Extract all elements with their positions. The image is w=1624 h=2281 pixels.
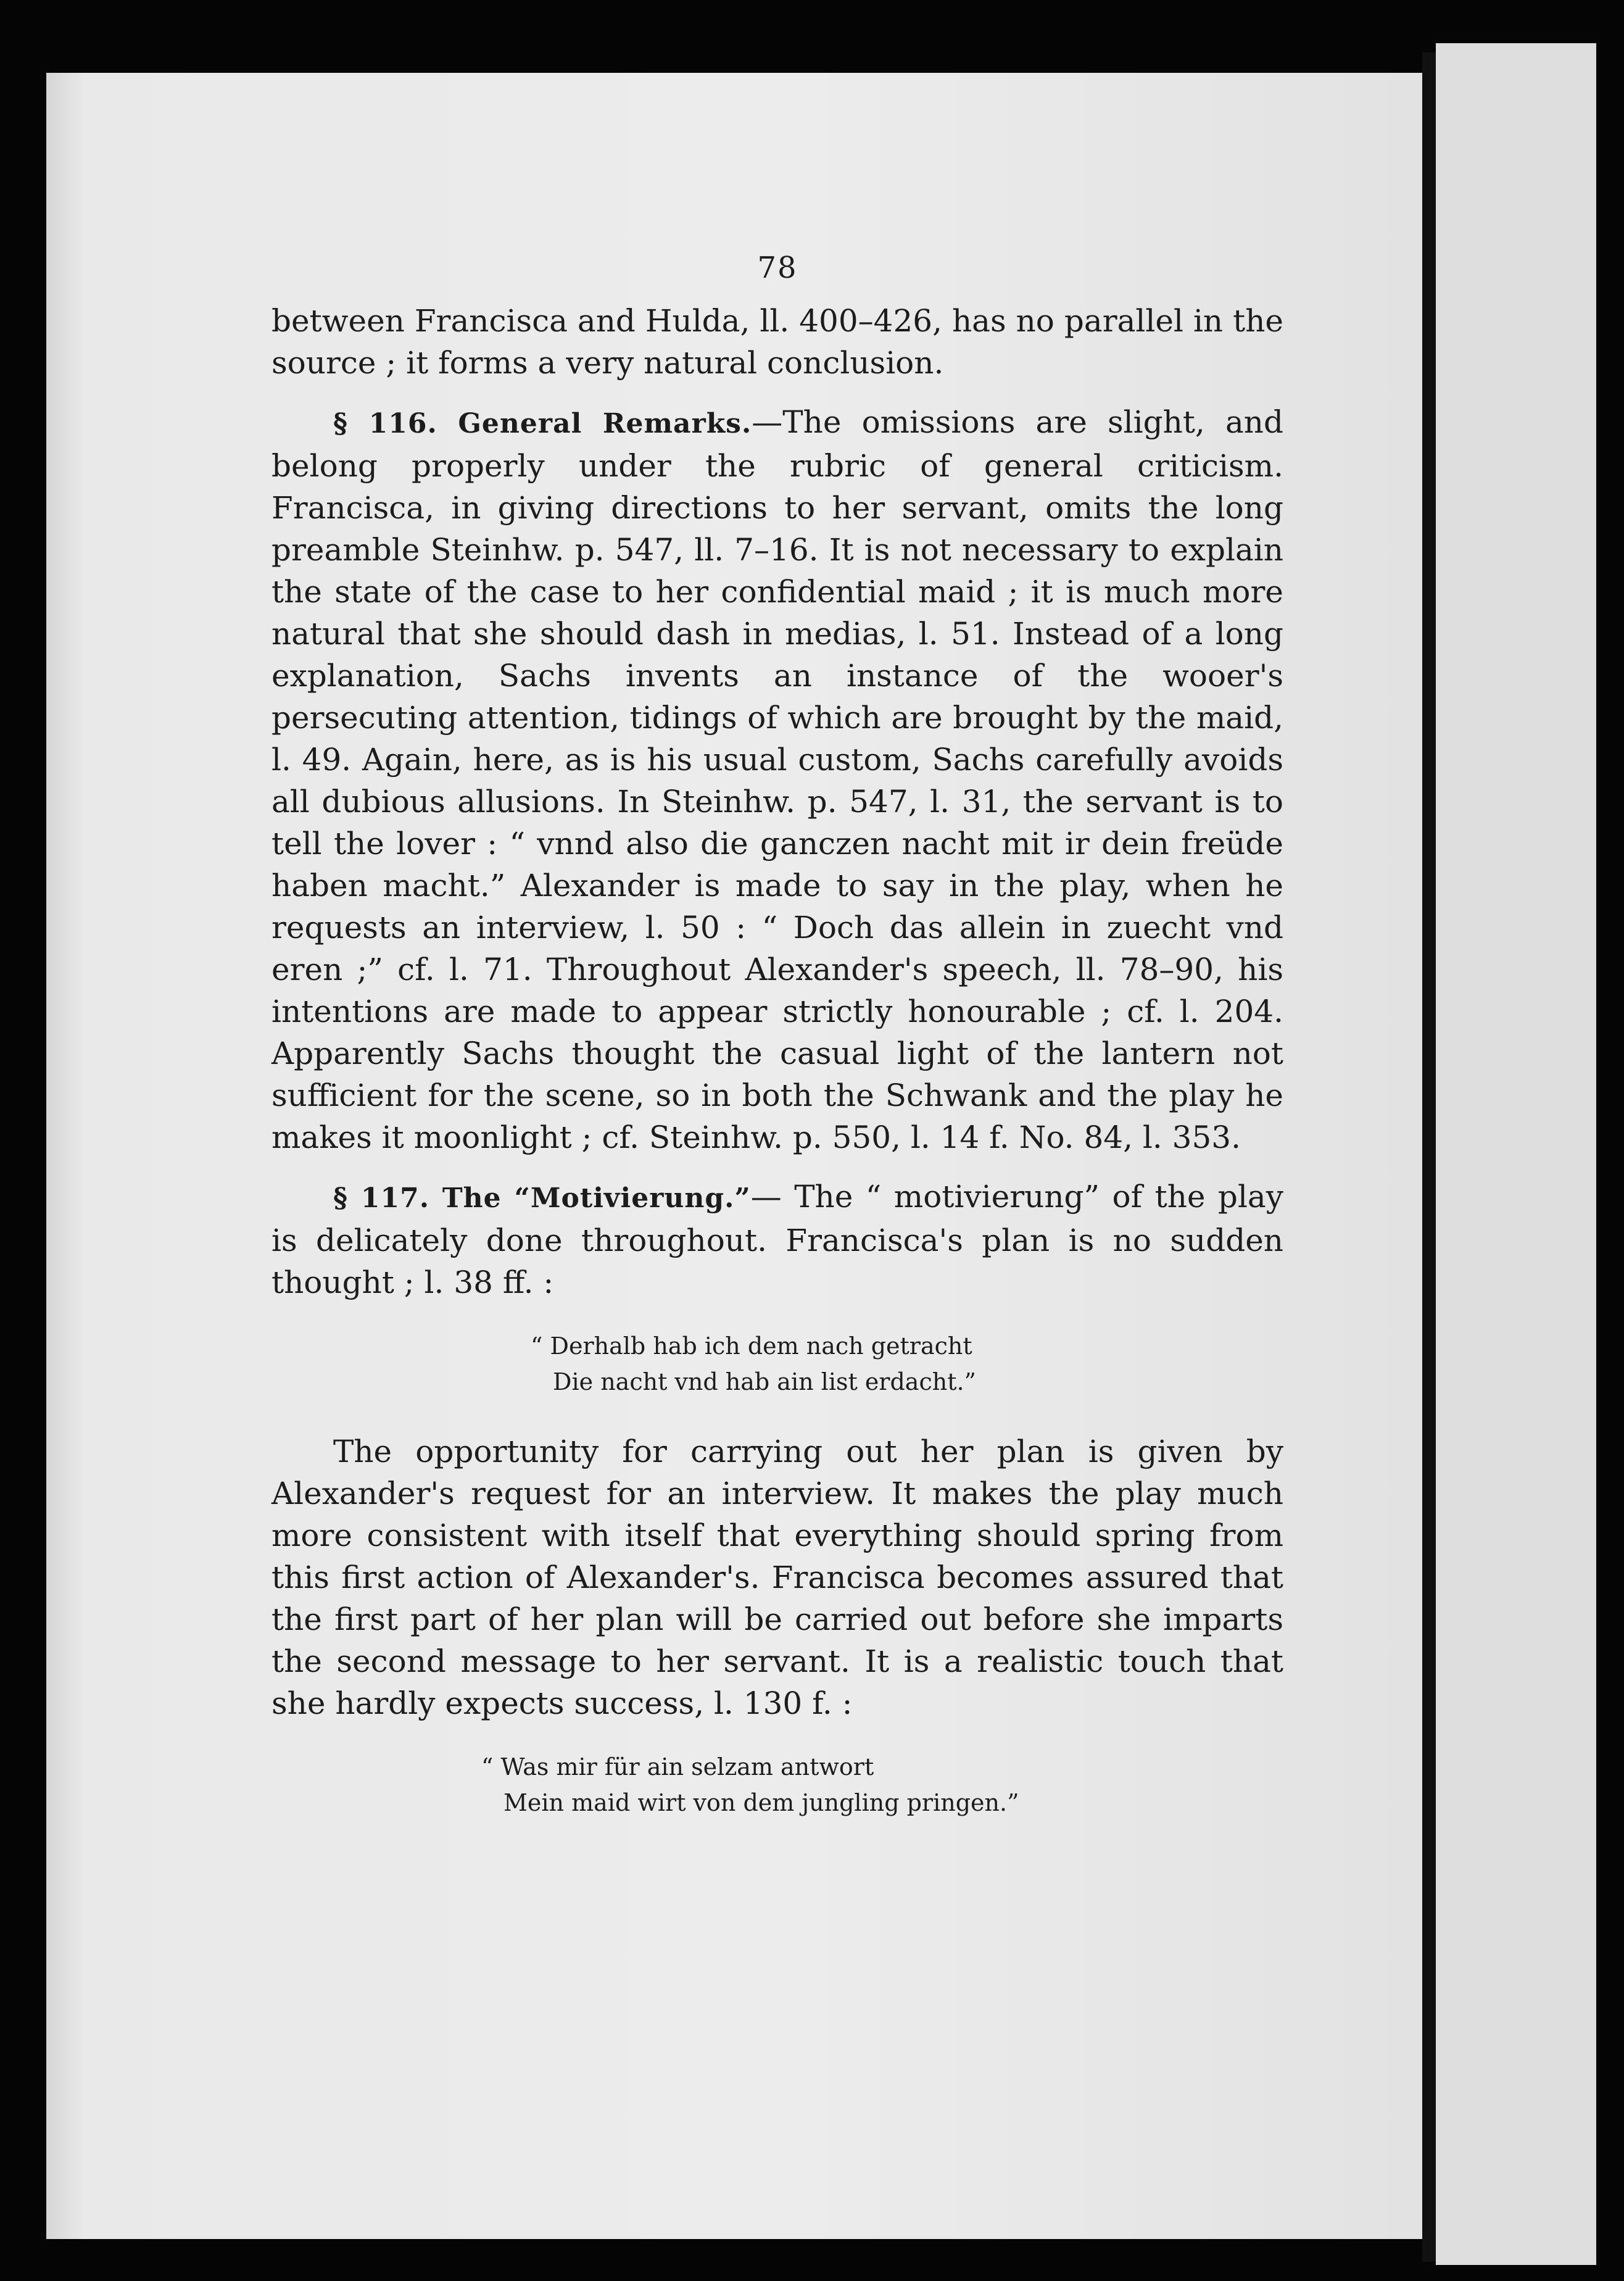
section-117-body: — The “ motivierung” of the play is delicately done throughout. Francisca's plan is no sudden thought ; l. 38 ff. :	[271, 1179, 1283, 1300]
binding-gutter	[1422, 52, 1436, 2262]
next-page-edge	[1436, 43, 1596, 2265]
verse-quote-2	[481, 1749, 1283, 1821]
verse-quote-1	[531, 1328, 1283, 1400]
section-116	[271, 401, 1283, 1158]
paragraph-opportunity: The opportunity for carrying out her plan is given by Alexander's request for an interview. It makes the play much more consistent with itself that everything should spring from this first action of Alexander's. Francisca becomes assured that the first part of her plan will be carried out before she imparts the second message to her servant. It is a realistic touch that she hardly expects success, l. 130 f. :	[271, 1434, 1283, 1721]
scan-border	[1596, 0, 1624, 2281]
quote-2-line-1: “ Was mir für ain selzam antwort	[481, 1753, 874, 1780]
quote-1-line-2: Die nacht vnd hab ain list erdacht.”	[553, 1368, 976, 1395]
section-116-heading: § 116. General Remarks.	[333, 408, 752, 439]
page-number: 78	[757, 251, 798, 285]
quote-2-line-2: Mein maid wirt von dem jungling pringen.”	[503, 1789, 1019, 1816]
quote-1-line-1: “ Derhalb hab ich dem nach getracht	[531, 1332, 972, 1360]
paragraph-continuation: between Francisca and Hulda, ll. 400–426, has no parallel in the source ; it forms a very natural conclusion.	[271, 303, 1283, 381]
section-117	[271, 1176, 1283, 1303]
page-body	[271, 247, 1283, 1821]
section-116-body: —The omissions are slight, and belong properly under the rubric of general criticism. Francisca, in giving directions to her servant, omits the long preamble Steinhw. p. 547, ll. 7–16. It is not necessary to explain the state of the case to her confidential maid ; it is much more natural that she should dash in medias, l. 51. Instead of a long explanation, Sachs invents an instance of the wooer's persecuting attention, tidings of which are brought by the maid, l. 49. Again, here, as is his usual custom, Sachs carefully avoids all dubious allusions. In Steinhw. p. 547, l. 31, the servant is to tell the lover : “ vnnd also die ganczen nacht mit ir dein freüde haben macht.” Alexander is made to say in the play, when he requests an interview, l. 50 : “ Doch das allein in zuecht vnd eren ;” cf. l. 71. Throughout Alexander's speech, ll. 78–90, his intentions are made to appear strictly honourable ; cf. l. 204. Apparently Sachs thought the casual light of the lantern not sufficient for the scene, so in both the Schwank and the play he makes it moonlight ; cf. Steinhw. p. 550, l. 14 f. No. 84, l. 353.	[271, 404, 1283, 1155]
section-117-heading: § 117. The “Motivierung.”	[333, 1182, 751, 1214]
